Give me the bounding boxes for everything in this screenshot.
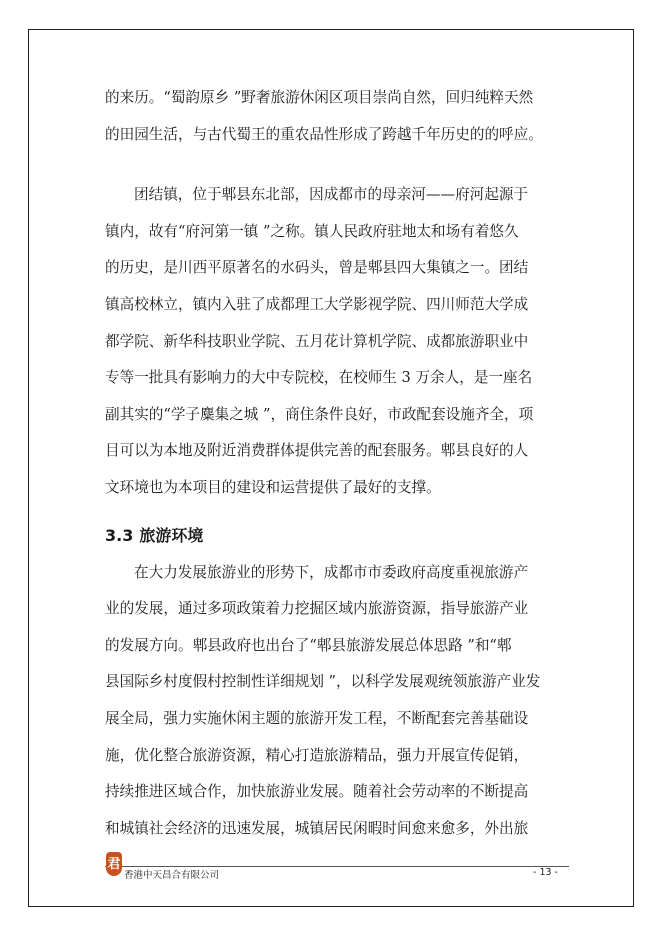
section-title: 旅游环境 bbox=[139, 525, 204, 545]
text-line: 镇高校林立，镇内入驻了成都理工大学影视学院、四川师范大学成 bbox=[105, 295, 529, 313]
text-line: 镇内，故有“府河第一镇 ”之称。镇人民政府驻地太和场有着悠久 bbox=[105, 222, 519, 240]
section-number: 3.3 bbox=[105, 525, 134, 545]
paragraph-1 bbox=[105, 80, 560, 153]
text-line: 展全局，强力实施休闲主题的旅游开发工程，不断配套完善基础设 bbox=[105, 709, 529, 727]
text-line: 在大力发展旅游业的形势下，成都市市委政府高度重视旅游产 bbox=[134, 563, 529, 581]
logo-glyph: 君 bbox=[107, 856, 121, 872]
text-line: 的田园生活，与古代蜀王的重农品性形成了跨越千年历史的的呼应。 bbox=[105, 125, 543, 143]
text-line: 目可以为本地及附近消费群体提供完善的配套服务。郫县良好的人 bbox=[105, 442, 529, 460]
company-logo-icon bbox=[106, 852, 122, 876]
text-line: 团结镇，位于郫县东北部，因成都市的母亲河——府河起源于 bbox=[134, 186, 529, 204]
company-name: 香港中天昌合有限公司 bbox=[124, 870, 220, 881]
text-line: 的历史，是川西平原著名的水码头，曾是郫县四大集镇之一。团结 bbox=[105, 259, 529, 277]
paragraph-3 bbox=[105, 555, 560, 848]
text-line: 持续推进区域合作，加快旅游业发展。随着社会劳动率的不断提高 bbox=[105, 783, 529, 801]
section-heading bbox=[105, 521, 560, 551]
text-line: 专等一批具有影响力的大中专院校，在校师生 3 万余人，是一座名 bbox=[105, 369, 533, 387]
text-line: 都学院、新华科技职业学院、五月花计算机学院、成都旅游职业中 bbox=[105, 332, 529, 350]
text-line: 的来历。“蜀韵原乡 ”野奢旅游休闲区项目崇尚自然，回归纯粹天然 bbox=[105, 89, 534, 106]
text-line: 和城镇社会经济的迅速发展，城镇居民闲暇时间愈来愈多，外出旅 bbox=[105, 819, 529, 837]
text-line: 副其实的“学子麋集之城 ”，商住条件良好，市政配套设施齐全，项 bbox=[105, 405, 534, 423]
text-line: 县国际乡村度假村控制性详细规划 ”，以科学发展观统领旅游产业发 bbox=[105, 673, 541, 691]
text-line: 的发展方向。郫县政府也出台了“郫县旅游发展总体思路 ”和“郫 bbox=[105, 636, 512, 654]
text-line: 文环境也为本项目的建设和运营提供了最好的支撑。 bbox=[105, 478, 441, 496]
document-body bbox=[105, 80, 560, 847]
text-line: 施，优化整合旅游资源，精心打造旅游精品，强力开展宣传促销， bbox=[105, 746, 529, 764]
paragraph-2 bbox=[105, 177, 560, 506]
text-line: 业的发展，通过多项政策着力挖掘区域内旅游资源，指导旅游产业 bbox=[105, 600, 529, 618]
page-number: - 13 - bbox=[533, 867, 558, 878]
